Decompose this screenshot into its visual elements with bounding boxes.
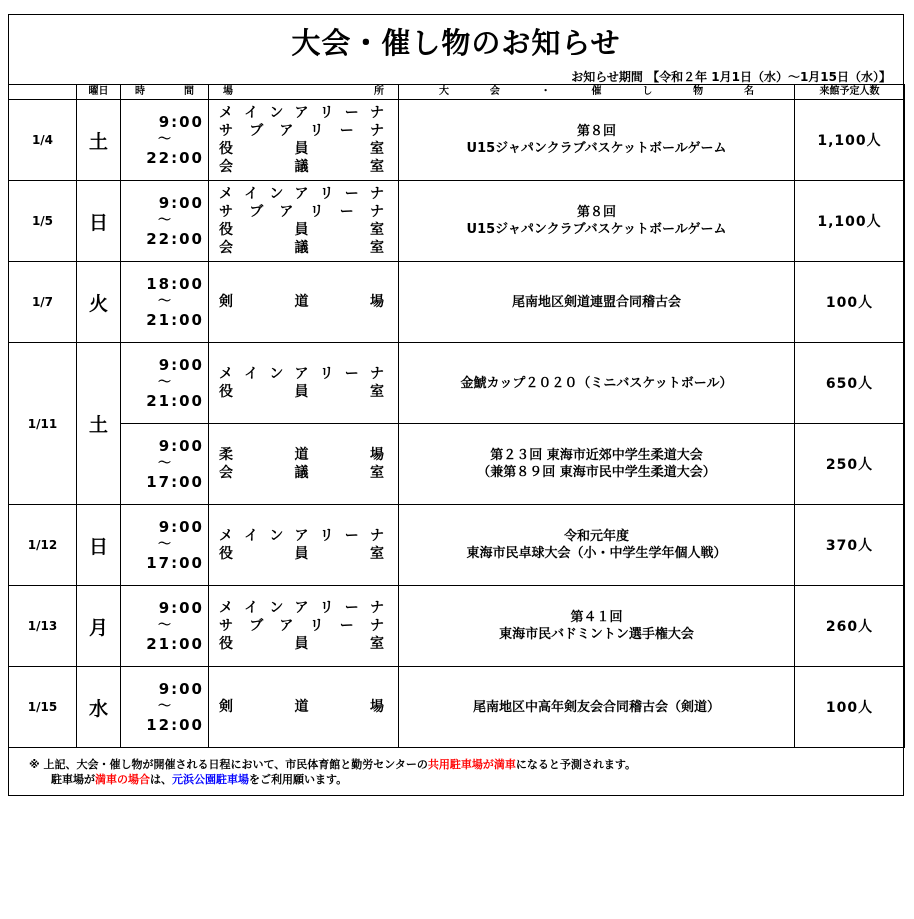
cell-day-of-week: 土 xyxy=(77,343,121,505)
cell-day-of-week: 日 xyxy=(77,181,121,262)
header-venue: 場 所 xyxy=(209,85,399,100)
time-start: 9:00 xyxy=(158,599,204,617)
events-table xyxy=(8,84,905,748)
cell-day-of-week: 日 xyxy=(77,505,121,586)
time-start: 9:00 xyxy=(158,518,204,536)
cell-venue xyxy=(209,667,399,748)
cell-expected-visitors: 1,100人 xyxy=(795,100,905,181)
cell-date: 1/11 xyxy=(9,343,77,505)
table-row xyxy=(9,667,905,748)
cell-day-of-week: 火 xyxy=(77,262,121,343)
notice-sheet xyxy=(8,14,904,796)
venue-line: 役 員 室 xyxy=(219,384,384,400)
venue-line: 役 員 室 xyxy=(219,141,384,157)
cell-event-name xyxy=(399,181,795,262)
cell-event-name xyxy=(399,100,795,181)
cell-expected-visitors: 260人 xyxy=(795,586,905,667)
event-line: 第８回 xyxy=(576,205,616,220)
venue-line: メ イ ン ア リ ー ナ xyxy=(219,186,384,202)
cell-venue xyxy=(209,181,399,262)
header-date xyxy=(9,85,77,100)
time-start: 9:00 xyxy=(158,680,204,698)
time-end: 22:00 xyxy=(146,230,204,248)
table-row xyxy=(9,181,905,262)
note-line-1: ※ 上記、大会・催し物が開催される日程において、市民体育館と勤労センターの共用駐車場が満車になると予測されます。 xyxy=(29,758,636,771)
venue-line: メ イ ン ア リ ー ナ xyxy=(219,528,384,544)
cell-venue xyxy=(209,343,399,424)
cell-expected-visitors: 650人 xyxy=(795,343,905,424)
cell-date: 1/12 xyxy=(9,505,77,586)
cell-day-of-week: 土 xyxy=(77,100,121,181)
table-row xyxy=(9,100,905,181)
venue-line: メ イ ン ア リ ー ナ xyxy=(219,600,384,616)
cell-event-name xyxy=(399,424,795,505)
time-end: 22:00 xyxy=(146,149,204,167)
venue-line: 柔 道 場 xyxy=(219,447,384,463)
cell-time xyxy=(121,586,209,667)
event-line: U15ジャパンクラブバスケットボールゲーム xyxy=(466,141,727,156)
header-dow: 曜日 xyxy=(77,85,121,100)
event-line: 金鯱カップ２０２０（ミニバスケットボール） xyxy=(460,375,733,391)
header-event: 大 会 ・ 催 し 物 名 xyxy=(399,85,795,100)
venue-line: サ ブ ア リ ー ナ xyxy=(219,204,384,220)
venue-line: サ ブ ア リ ー ナ xyxy=(219,123,384,139)
cell-day-of-week: 月 xyxy=(77,586,121,667)
cell-expected-visitors: 100人 xyxy=(795,667,905,748)
table-row xyxy=(9,424,905,505)
venue-line: 剣 道 場 xyxy=(219,294,384,310)
table-row xyxy=(9,343,905,424)
parking-notes xyxy=(29,757,636,787)
event-line: （兼第８９回 東海市民中学生柔道大会） xyxy=(477,465,716,480)
time-separator: ～ xyxy=(157,294,171,309)
table-header-row xyxy=(9,85,905,100)
event-line: 東海市民卓球大会（小・中学生学年個人戦） xyxy=(466,546,727,561)
venue-line: 会 議 室 xyxy=(219,465,384,481)
header-count: 来館予定人数 xyxy=(795,85,905,100)
event-line: U15ジャパンクラブバスケットボールゲーム xyxy=(466,222,727,237)
cell-event-name xyxy=(399,262,795,343)
event-line: 第２３回 東海市近郊中学生柔道大会 xyxy=(490,448,703,463)
table-row xyxy=(9,505,905,586)
cell-venue xyxy=(209,424,399,505)
time-end: 21:00 xyxy=(146,635,204,653)
venue-line: 会 議 室 xyxy=(219,240,384,256)
table-row xyxy=(9,586,905,667)
event-line: 尾南地区剣道連盟合同稽古会 xyxy=(511,294,681,310)
cell-date: 1/15 xyxy=(9,667,77,748)
time-end: 12:00 xyxy=(146,716,204,734)
cell-expected-visitors: 1,100人 xyxy=(795,181,905,262)
cell-time xyxy=(121,424,209,505)
event-line: 第８回 xyxy=(576,124,616,139)
cell-venue xyxy=(209,505,399,586)
time-end: 17:00 xyxy=(146,554,204,572)
cell-date: 1/13 xyxy=(9,586,77,667)
time-start: 9:00 xyxy=(158,194,204,212)
venue-line: サ ブ ア リ ー ナ xyxy=(219,618,384,634)
event-line: 東海市民バドミントン選手権大会 xyxy=(499,627,694,642)
cell-event-name xyxy=(399,667,795,748)
cell-time xyxy=(121,100,209,181)
venue-line: 剣 道 場 xyxy=(219,699,384,715)
cell-expected-visitors: 100人 xyxy=(795,262,905,343)
time-separator: ～ xyxy=(157,537,171,552)
time-start: 9:00 xyxy=(158,113,204,131)
venue-line: 会 議 室 xyxy=(219,159,384,175)
venue-line: メ イ ン ア リ ー ナ xyxy=(219,105,384,121)
cell-day-of-week: 水 xyxy=(77,667,121,748)
cell-event-name xyxy=(399,343,795,424)
venue-line: 役 員 室 xyxy=(219,636,384,652)
venue-line: 役 員 室 xyxy=(219,222,384,238)
cell-date: 1/5 xyxy=(9,181,77,262)
cell-date: 1/7 xyxy=(9,262,77,343)
cell-time xyxy=(121,343,209,424)
cell-expected-visitors: 250人 xyxy=(795,424,905,505)
time-separator: ～ xyxy=(157,618,171,633)
event-line: 令和元年度 xyxy=(563,529,629,544)
time-separator: ～ xyxy=(157,132,171,147)
event-line: 尾南地区中高年剣友会合同稽古会（剣道） xyxy=(472,699,720,715)
time-start: 9:00 xyxy=(158,437,204,455)
header-time: 時 間 xyxy=(121,85,209,100)
cell-time xyxy=(121,181,209,262)
venue-line: 役 員 室 xyxy=(219,546,384,562)
cell-date: 1/4 xyxy=(9,100,77,181)
cell-expected-visitors: 370人 xyxy=(795,505,905,586)
note-line-2: 駐車場が満車の場合は、元浜公園駐車場をご利用願います。 xyxy=(51,773,348,786)
cell-time xyxy=(121,262,209,343)
table-row xyxy=(9,262,905,343)
time-start: 9:00 xyxy=(158,356,204,374)
event-line: 第４１回 xyxy=(570,610,623,625)
cell-time xyxy=(121,667,209,748)
venue-line: メ イ ン ア リ ー ナ xyxy=(219,366,384,382)
time-start: 18:00 xyxy=(146,275,204,293)
time-end: 17:00 xyxy=(146,473,204,491)
time-end: 21:00 xyxy=(146,311,204,329)
cell-event-name xyxy=(399,586,795,667)
notice-period: お知らせ期間 【令和２年 1月1日（水）～1月15日（水）】 xyxy=(571,70,891,84)
time-separator: ～ xyxy=(157,375,171,390)
cell-event-name xyxy=(399,505,795,586)
time-separator: ～ xyxy=(157,213,171,228)
cell-venue xyxy=(209,100,399,181)
time-end: 21:00 xyxy=(146,392,204,410)
cell-venue xyxy=(209,262,399,343)
page-title: 大会・催し物のお知らせ xyxy=(291,26,621,60)
cell-time xyxy=(121,505,209,586)
time-separator: ～ xyxy=(157,699,171,714)
cell-venue xyxy=(209,586,399,667)
time-separator: ～ xyxy=(157,456,171,471)
